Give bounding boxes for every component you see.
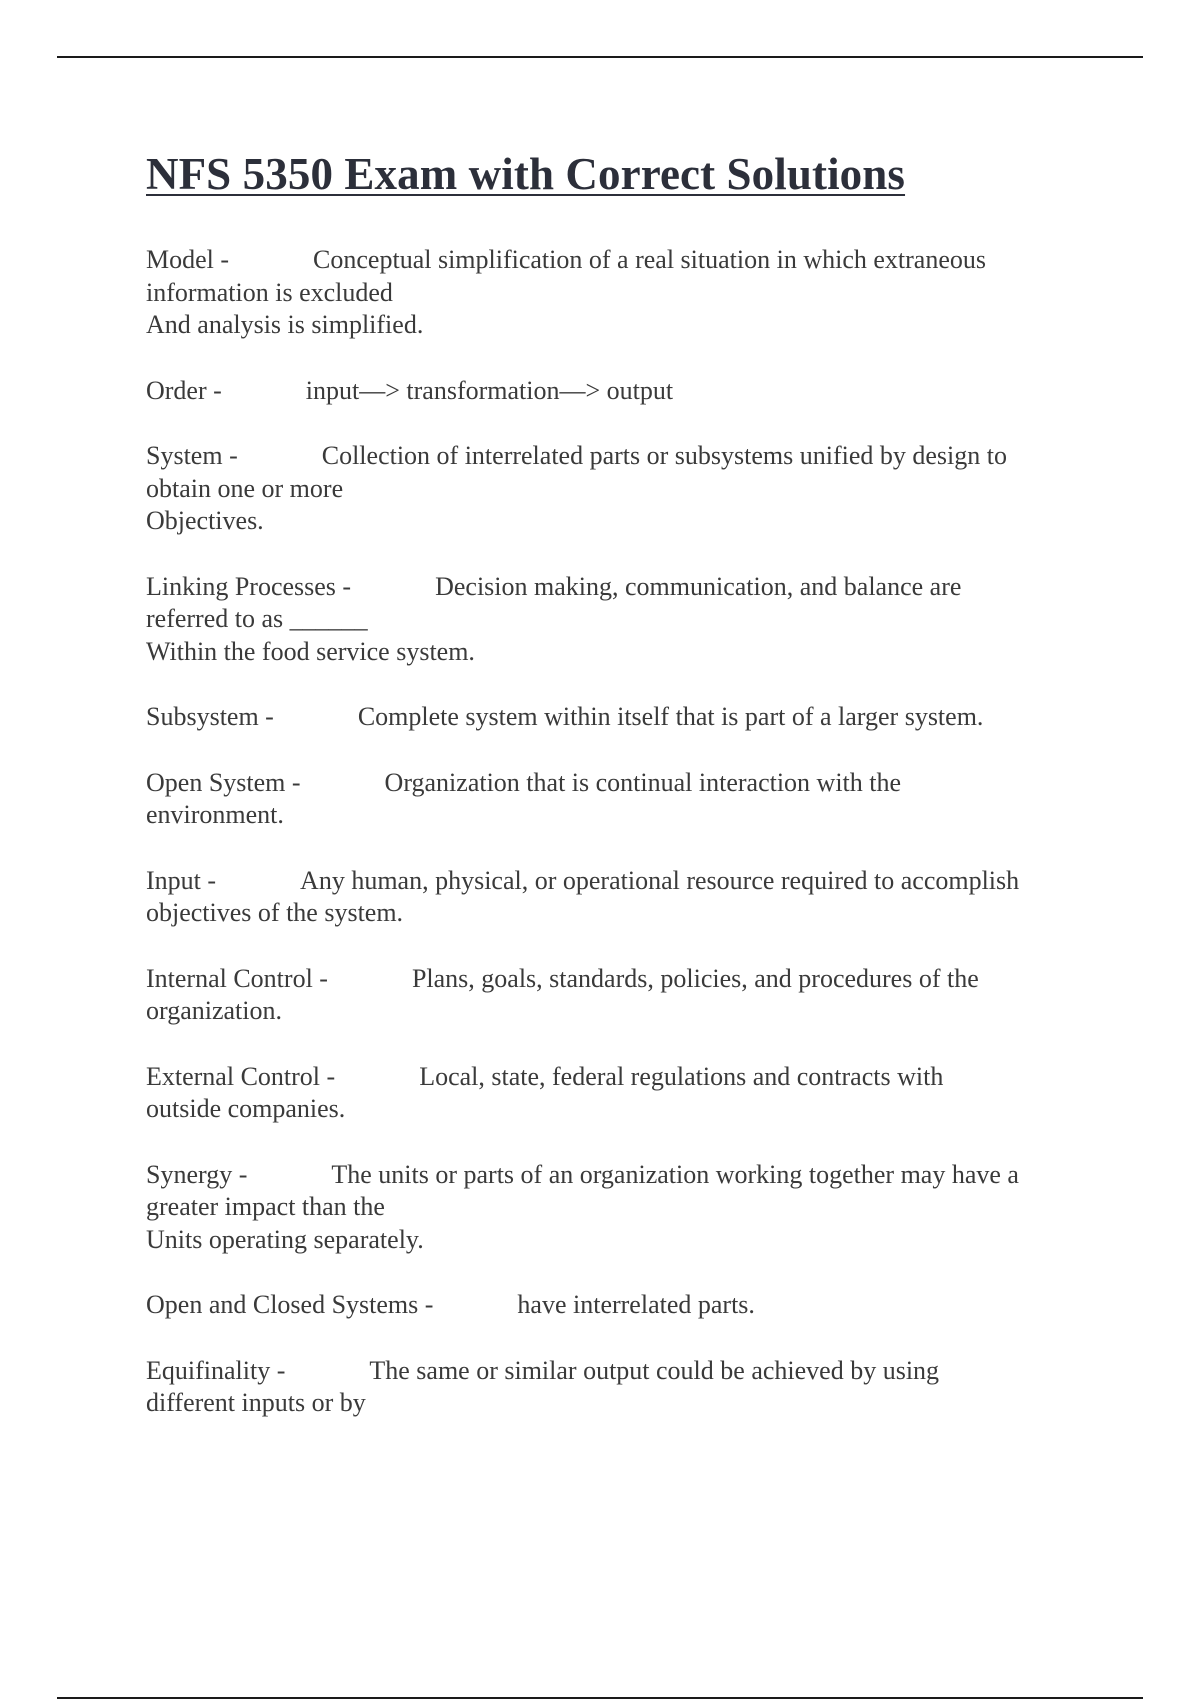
entry-definition-line: The same or similar output could be achieved by using bbox=[369, 1355, 940, 1385]
glossary-list bbox=[146, 244, 1106, 1420]
entry-definition-line: Within the food service system. bbox=[146, 636, 475, 666]
entry-definition-line: Decision making, communication, and balance are bbox=[435, 571, 962, 601]
entry-term: Order - bbox=[146, 375, 222, 405]
entry-definition-line: different inputs or by bbox=[146, 1388, 366, 1417]
entry-term: Model - bbox=[146, 245, 230, 274]
entry-definition-line: Plans, goals, standards, policies, and procedures of the bbox=[411, 963, 979, 993]
glossary-entry bbox=[146, 375, 1106, 408]
footer-rule bbox=[57, 1697, 1143, 1699]
entry-definition-line: Conceptual simplification of a real situation in which extraneous bbox=[313, 245, 986, 274]
glossary-entry bbox=[146, 865, 1106, 930]
entry-definition-line: input—> transformation—> output bbox=[305, 375, 674, 405]
entry-term: Input - bbox=[146, 865, 217, 895]
entry-definition-line: have interrelated parts. bbox=[517, 1290, 755, 1319]
entry-term: Subsystem - bbox=[146, 702, 274, 731]
glossary-entry bbox=[146, 963, 1106, 1028]
entry-definition-line: obtain one or more bbox=[146, 473, 344, 503]
glossary-entry bbox=[146, 571, 1106, 669]
entry-term: Equifinality - bbox=[146, 1355, 286, 1385]
entry-term: System - bbox=[146, 441, 238, 470]
entry-definition-line: The units or parts of an organization working together may have a bbox=[331, 1159, 1019, 1189]
entry-term: Linking Processes - bbox=[146, 571, 352, 601]
entry-definition-line: And analysis is simplified. bbox=[146, 310, 424, 339]
entry-definition-line: Organization that is continual interaction with the bbox=[384, 767, 902, 797]
glossary-entry bbox=[146, 1289, 1106, 1322]
glossary-entry bbox=[146, 1355, 1106, 1420]
glossary-entry bbox=[146, 440, 1106, 538]
entry-term: External Control - bbox=[146, 1061, 336, 1091]
entry-definition-line: Collection of interrelated parts or subsystems unified by design to bbox=[321, 441, 1007, 470]
header-rule bbox=[57, 56, 1143, 58]
document-page bbox=[146, 146, 1106, 1453]
entry-definition-line: Local, state, federal regulations and contracts with bbox=[419, 1061, 944, 1091]
entry-definition-line: referred to as ______ bbox=[146, 604, 368, 633]
entry-definition-line: Units operating separately. bbox=[146, 1224, 424, 1254]
entry-definition-line: organization. bbox=[146, 996, 282, 1025]
entry-definition-line: environment. bbox=[146, 800, 284, 829]
document-title: NFS 5350 Exam with Correct Solutions bbox=[146, 149, 906, 199]
entry-definition-line: outside companies. bbox=[146, 1094, 346, 1123]
entry-definition-line: information is excluded bbox=[146, 277, 393, 307]
glossary-entry bbox=[146, 701, 1106, 734]
entry-definition-line: Complete system within itself that is part of a larger system. bbox=[357, 702, 984, 731]
glossary-entry bbox=[146, 1061, 1106, 1126]
entry-definition-line: Objectives. bbox=[146, 506, 264, 535]
entry-definition-line: greater impact than the bbox=[146, 1192, 385, 1221]
entry-term: Synergy - bbox=[146, 1159, 248, 1189]
entry-term: Internal Control - bbox=[146, 963, 328, 993]
glossary-entry bbox=[146, 1159, 1106, 1257]
entry-term: Open System - bbox=[146, 767, 301, 797]
entry-definition-line: objectives of the system. bbox=[146, 898, 404, 927]
entry-term: Open and Closed Systems - bbox=[146, 1290, 434, 1319]
entry-definition-line: Any human, physical, or operational resource required to accomplish bbox=[300, 865, 1020, 895]
glossary-entry bbox=[146, 767, 1106, 832]
glossary-entry bbox=[146, 244, 1106, 342]
